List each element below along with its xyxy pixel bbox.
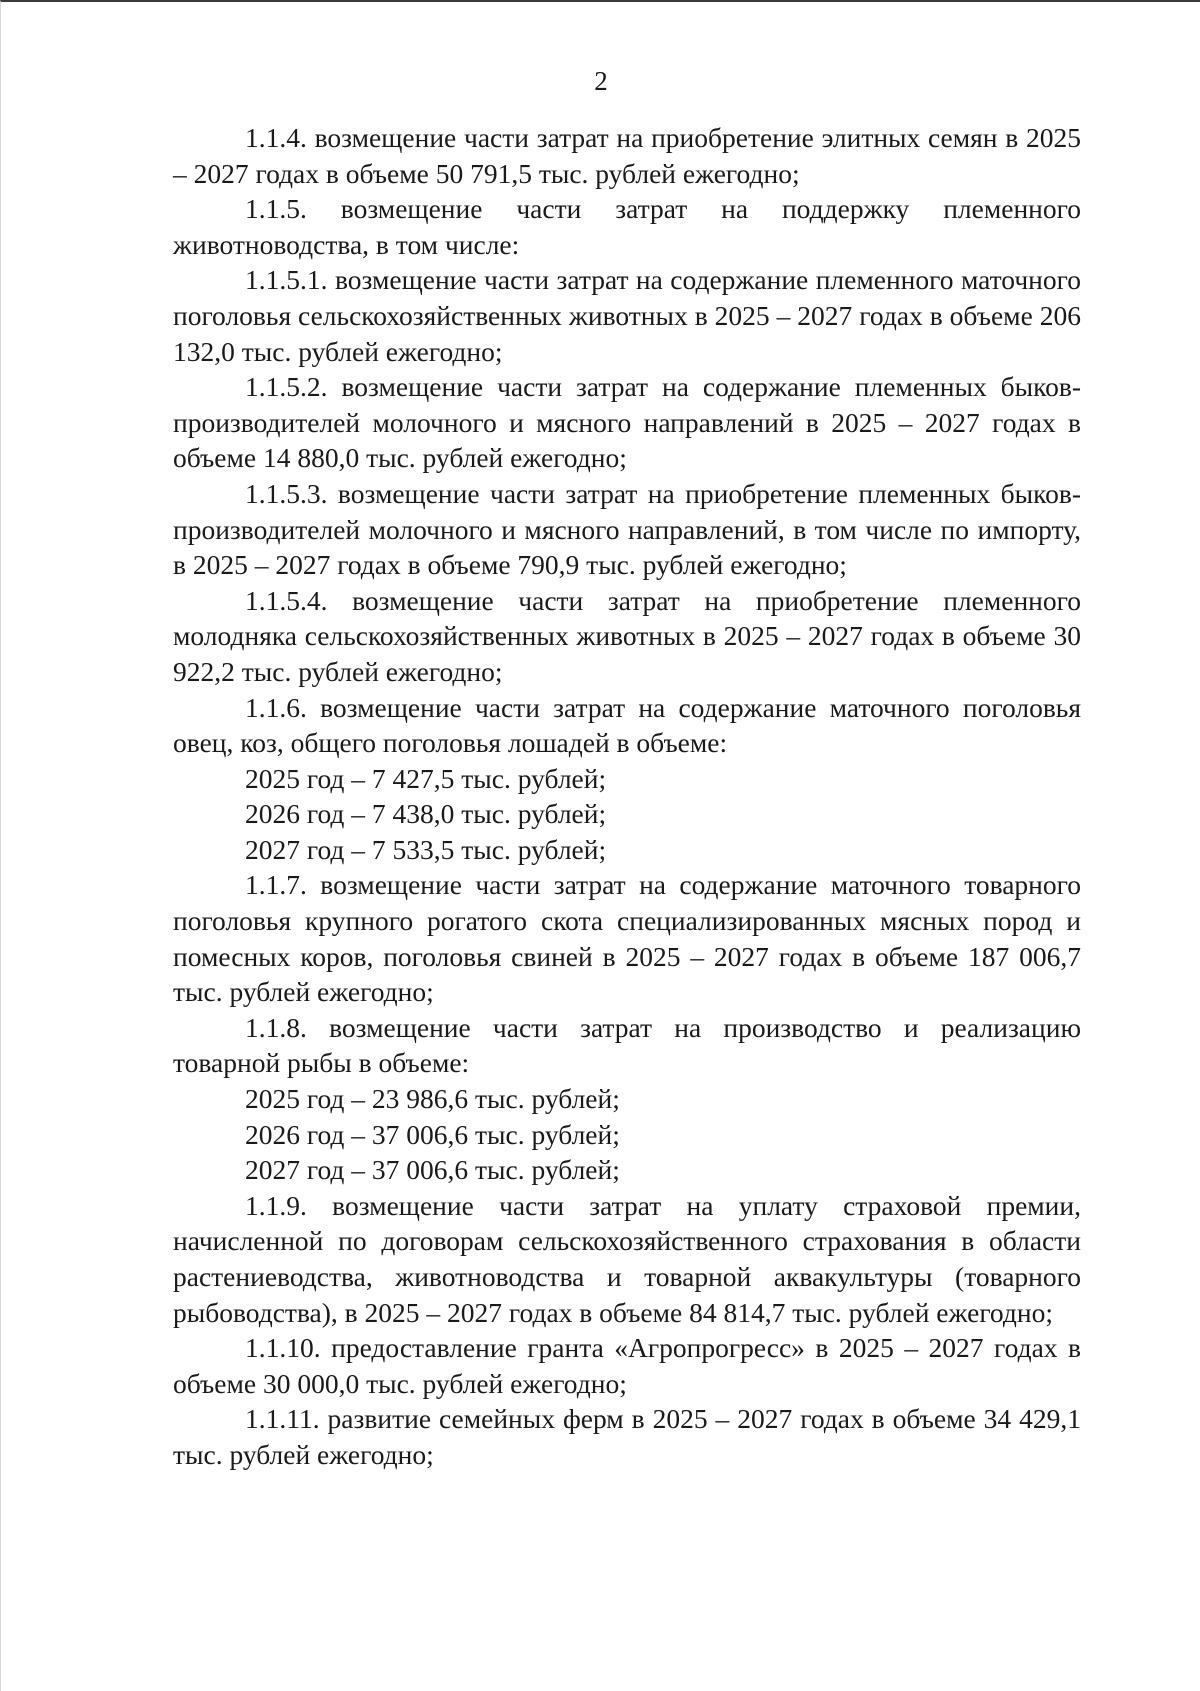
paragraph-1-1-7: 1.1.7. возмещение части затрат на содержание маточного товарного поголовья крупного рогатого скота специализированных мясных пород и помесных коров, поголовья свиней в 2025 – 2027 годах в объеме 187 006,7 тыс. рублей ежегодно; xyxy=(173,869,1081,1008)
paragraph-1-1-5: 1.1.5. возмещение части затрат на поддержку племенного животноводства, в том числе: xyxy=(173,193,1081,260)
document-body xyxy=(173,120,1081,1473)
fish-amount-line-2026: 2026 год – 37 006,6 тыс. рублей; xyxy=(245,1118,620,1150)
paragraph-1-1-11: 1.1.11. развитие семейных ферм в 2025 – 2027 годах в объеме 34 429,1 тыс. рублей ежегодно; xyxy=(173,1403,1081,1470)
paragraph-1-1-8: 1.1.8. возмещение части затрат на производство и реализацию товарной рыбы в объеме: xyxy=(173,1011,1081,1079)
paragraph-1-1-5-3: 1.1.5.3. возмещение части затрат на приобретение племенных быков-производителей молочного и мясного направлений, в том числе по импорту, в 2025 – 2027 годах в объеме 790,9 тыс. рублей ежегодно; xyxy=(173,477,1081,581)
paragraph-1-1-5-4: 1.1.5.4. возмещение части затрат на приобретение племенного молодняка сельскохозяйственных животных в 2025 – 2027 годах в объеме 30 922,2 тыс. рублей ежегодно; xyxy=(173,584,1081,687)
paragraph-1-1-5-1: 1.1.5.1. возмещение части затрат на содержание племенного маточного поголовья сельскохозяйственных животных в 2025 – 2027 годах в объеме 206 132,0 тыс. рублей ежегодно; xyxy=(173,264,1081,367)
paragraph-1-1-6: 1.1.6. возмещение части затрат на содержание маточного поголовья овец, коз, общего поголовья лошадей в объеме: xyxy=(173,691,1081,759)
fish-amount-line-2025: 2025 год – 23 986,6 тыс. рублей; xyxy=(245,1083,620,1115)
paragraph-1-1-9: 1.1.9. возмещение части затрат на уплату страховой премии, начисленной по договорам сельскохозяйственного страхования в области растениеводства, животноводства и товарной аквакультуры (товарного рыбоводства), в 2025 – 2027 годах в объеме 84 814,7 тыс. рублей ежегодно; xyxy=(173,1189,1081,1328)
page-number: 2 xyxy=(594,66,608,96)
paragraph-1-1-5-2: 1.1.5.2. возмещение части затрат на содержание племенных быков-производителей молочного и мясного направлений в 2025 – 2027 годах в объеме 14 880,0 тыс. рублей ежегодно; xyxy=(173,371,1081,474)
amount-line-2025: 2025 год – 7 427,5 тыс. рублей; xyxy=(245,762,607,794)
paragraph-1-1-10: 1.1.10. предоставление гранта «Агропрогресс» в 2025 – 2027 годах в объеме 30 000,0 тыс. рублей ежегодно; xyxy=(173,1332,1081,1399)
amount-line-2027: 2027 год – 7 533,5 тыс. рублей; xyxy=(245,833,607,865)
amount-line-2026: 2026 год – 7 438,0 тыс. рублей; xyxy=(245,798,607,830)
paragraph-1-1-4: 1.1.4. возмещение части затрат на приобретение элитных семян в 2025 – 2027 годах в объеме 50 791,5 тыс. рублей ежегодно; xyxy=(173,122,1081,189)
fish-amount-line-2027: 2027 год – 37 006,6 тыс. рублей; xyxy=(245,1154,620,1186)
